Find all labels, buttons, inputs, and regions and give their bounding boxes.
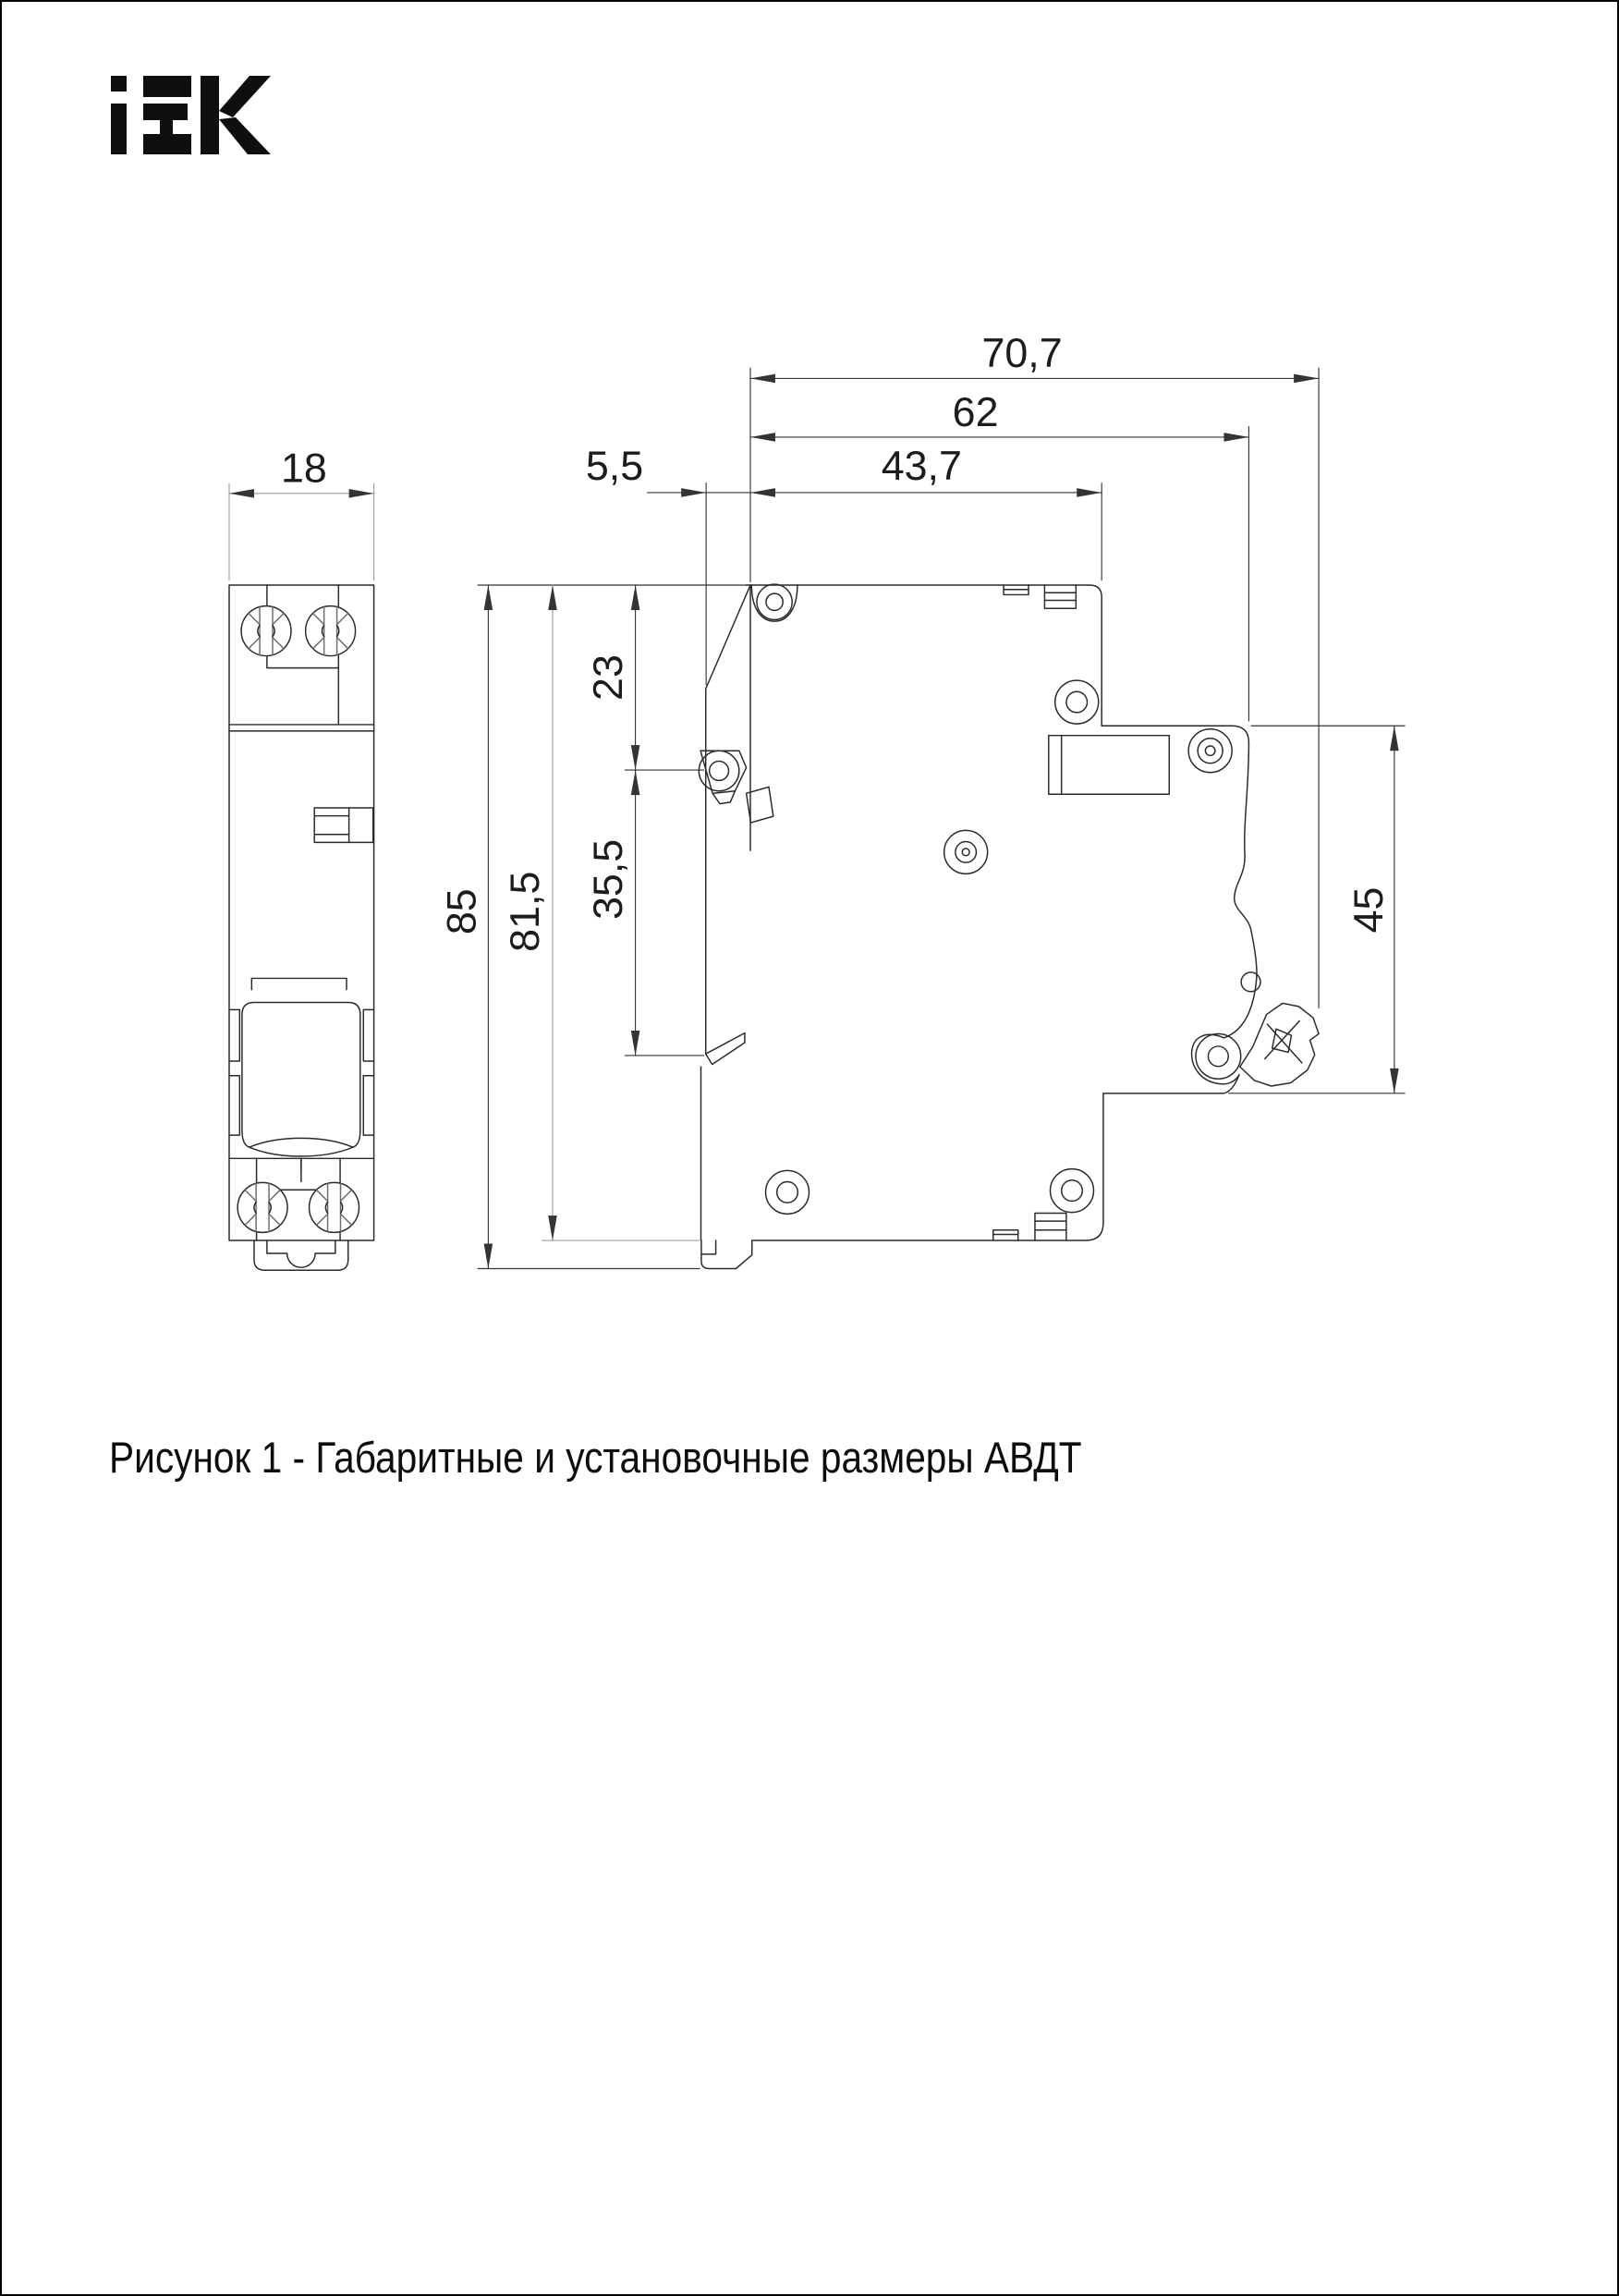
terminal-screw-icon [237, 1182, 287, 1232]
dim-23 [585, 585, 704, 770]
dim-62-label: 62 [952, 388, 999, 435]
front-view-outline [229, 585, 374, 1270]
terminal-window [1049, 736, 1170, 795]
side-view-dimensions [438, 330, 1405, 1268]
clip-spring-hole [1241, 972, 1260, 992]
din-clip-lever [1240, 1003, 1319, 1086]
dim-43-7-label: 43,7 [881, 443, 962, 490]
dim-81-5-label: 81,5 [502, 871, 549, 952]
dim-85-label: 85 [438, 888, 485, 935]
rivet-icon [1051, 1169, 1094, 1213]
side-view-outline [699, 584, 1319, 1268]
rivet-icon [944, 830, 988, 873]
dim-35-5-label: 35,5 [584, 838, 631, 921]
rivet-icon [1188, 729, 1232, 773]
dim-45 [1229, 726, 1406, 1093]
dim-18 [229, 446, 374, 580]
rivet-icon [766, 1170, 810, 1214]
terminal-screw-icon [306, 606, 356, 656]
dim-70-7 [750, 330, 1319, 1008]
rivet-icon [751, 584, 797, 621]
terminal-screw-icon [241, 606, 291, 656]
terminal-screw-icon [310, 1182, 359, 1232]
front-latch-wedge [706, 1033, 745, 1065]
dim-70-7-label: 70,7 [981, 330, 1063, 377]
dim-62 [750, 389, 1248, 721]
iek-logo-icon [111, 76, 271, 154]
dim-18-label: 18 [280, 445, 327, 492]
rivet-icon [1055, 680, 1099, 724]
dim-5-5-label: 5,5 [585, 443, 644, 490]
din-clip-pivot [1192, 1033, 1241, 1083]
dim-5-5 [586, 443, 750, 685]
dim-35-5 [585, 770, 704, 1056]
figure-caption: Рисунок 1 - Габаритные и установочные размеры АВДТ [109, 1433, 1082, 1482]
dim-43-7 [750, 443, 1102, 580]
dim-23-label: 23 [584, 654, 631, 701]
dim-45-label: 45 [1345, 886, 1392, 934]
bottom-foot [701, 1240, 752, 1268]
